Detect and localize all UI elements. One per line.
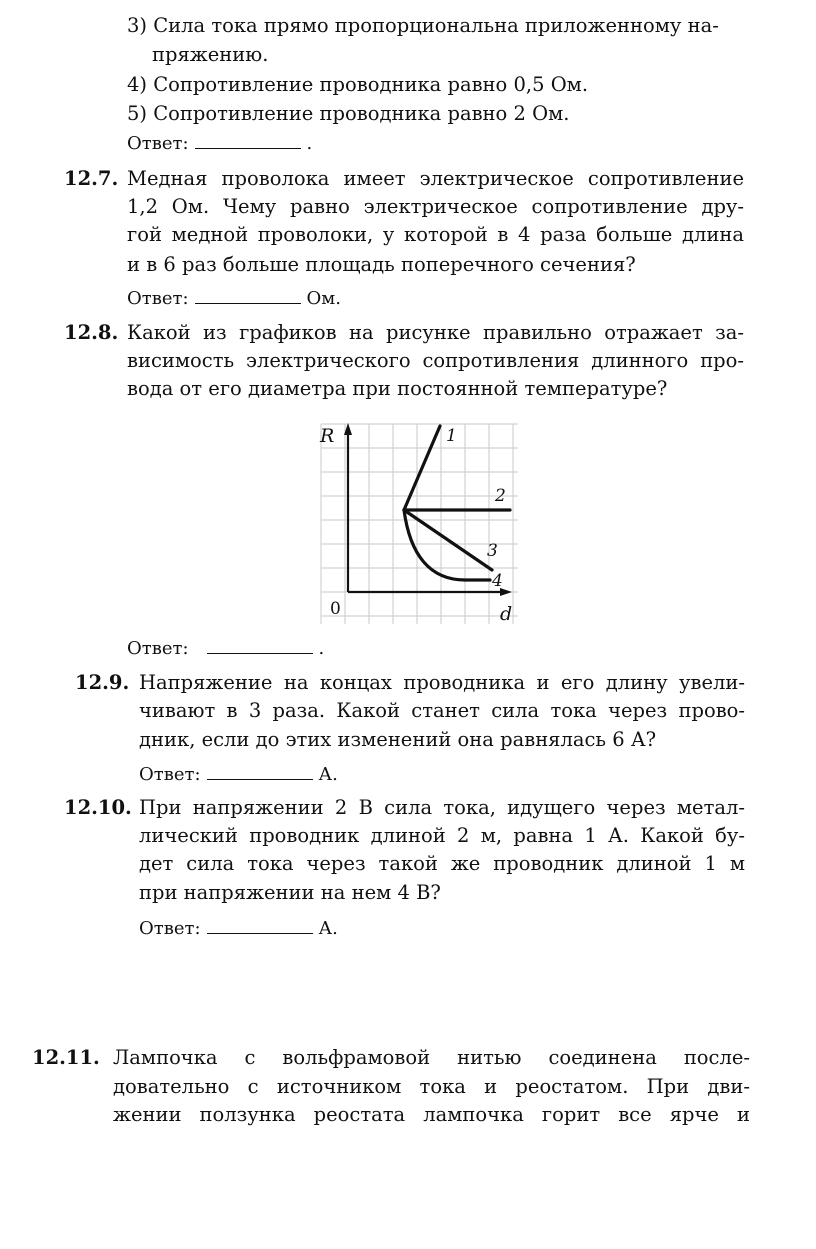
problem-number-12-7: 12.7. xyxy=(64,167,119,190)
curve-label-4: 4 xyxy=(492,571,503,591)
curve-label-3: 3 xyxy=(487,541,498,561)
answer-line-12-10 xyxy=(139,914,338,943)
resistance-vs-diameter-graph xyxy=(300,410,530,635)
answer-blank[interactable] xyxy=(195,289,301,304)
answer-label: Ответ: xyxy=(127,638,189,659)
answer-line-12-9 xyxy=(139,760,338,789)
problem-number-12-10: 12.10. xyxy=(64,796,132,819)
problem-number-12-8: 12.8. xyxy=(64,321,119,344)
problem-12-7-line-1: Медная проволока имеет электрическое сопротивление xyxy=(127,167,744,190)
option-4: 4) Сопротивление проводника равно 0,5 Ом. xyxy=(127,73,589,96)
problem-12-11-line-3: жении ползунка реостата лампочка горит все ярче и xyxy=(113,1103,750,1126)
grid xyxy=(321,424,518,624)
problem-12-10-line-1: При напряжении 2 В сила тока, идущего через метал- xyxy=(139,796,745,819)
problem-12-8-line-2: висимость электрического сопротивления длинного про- xyxy=(127,349,744,372)
problem-12-11-line-1: Лампочка с вольфрамовой нитью соединена после- xyxy=(113,1046,750,1069)
answer-blank[interactable] xyxy=(207,919,313,934)
x-axis-label: d xyxy=(500,603,513,625)
curve-label-1: 1 xyxy=(446,426,457,446)
problem-12-9-line-2: чивают в 3 раза. Какой станет сила тока через прово- xyxy=(139,699,745,722)
answer-blank[interactable] xyxy=(207,639,313,654)
answer-label: Ответ: xyxy=(139,918,201,939)
answer-unit: Ом. xyxy=(306,288,342,309)
answer-suffix: . xyxy=(306,133,313,154)
problem-12-10-line-2: лический проводник длиной 2 м, равна 1 А. Какой бу- xyxy=(139,824,745,847)
answer-line-12-8 xyxy=(127,634,324,663)
answer-label: Ответ: xyxy=(127,288,189,309)
problem-12-9-line-3: дник, если до этих изменений она равнялась 6 А? xyxy=(139,728,657,751)
problem-12-8-line-3: вода от его диаметра при постоянной температуре? xyxy=(127,377,668,400)
answer-label: Ответ: xyxy=(127,133,189,154)
option-5: 5) Сопротивление проводника равно 2 Ом. xyxy=(127,102,570,125)
answer-label: Ответ: xyxy=(139,764,201,785)
answer-line-prev xyxy=(127,129,312,158)
curve-label-2: 2 xyxy=(495,486,506,506)
problem-12-11-line-2: довательно с источником тока и реостатом. При дви- xyxy=(113,1075,750,1098)
curve-1 xyxy=(404,426,440,510)
problem-number-12-9: 12.9. xyxy=(75,671,130,694)
problem-12-7-line-4: и в 6 раз больше площадь поперечного сечения? xyxy=(127,253,636,276)
problem-12-7-line-3: гой медной проволоки, у которой в 4 раза больше длина xyxy=(127,223,744,246)
problem-12-7-line-2: 1,2 Ом. Чему равно электрическое сопротивление дру- xyxy=(127,195,744,218)
answer-blank[interactable] xyxy=(207,765,313,780)
problem-12-8-line-1: Какой из графиков на рисунке правильно отражает за- xyxy=(127,321,744,344)
y-axis-label: R xyxy=(320,425,335,447)
answer-unit: . xyxy=(318,638,325,659)
answer-line-12-7 xyxy=(127,284,341,313)
origin-label: 0 xyxy=(330,599,341,619)
problem-12-10-line-4: при напряжении на нем 4 В? xyxy=(139,881,441,904)
option-3-line-1: 3) Сила тока прямо пропорциональна приложенному на- xyxy=(127,14,719,37)
answer-unit: А. xyxy=(318,764,338,785)
answer-unit: А. xyxy=(318,918,338,939)
problem-12-9-line-1: Напряжение на концах проводника и его длину увели- xyxy=(139,671,745,694)
problem-12-10-line-3: дет сила тока через такой же проводник длиной 1 м xyxy=(139,852,745,875)
answer-blank[interactable] xyxy=(195,134,301,149)
option-3-line-2: пряжению. xyxy=(152,43,269,66)
problem-number-12-11: 12.11. xyxy=(32,1046,100,1069)
